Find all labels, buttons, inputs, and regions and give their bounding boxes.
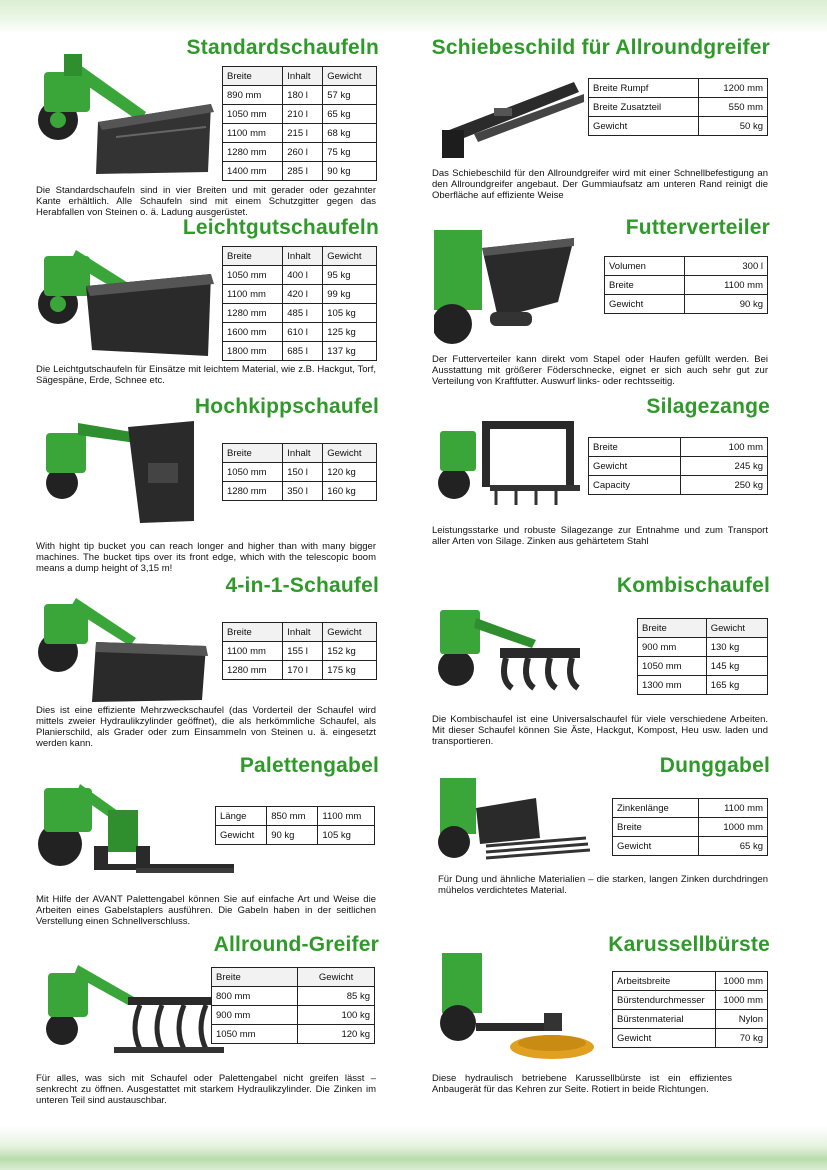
col-header: Gewicht bbox=[323, 247, 377, 266]
cell: 70 kg bbox=[716, 1029, 768, 1048]
col-header: Breite bbox=[223, 444, 283, 463]
section-description: Für alles, was sich mit Schaufel oder Palettengabel nicht greifen lässt – senkrecht zu öffnen. Ausgestattet mit starkem Hydraulikzylinder. Die Zinken im unteren Teil sind austauschbar. bbox=[36, 1073, 376, 1106]
col-header: Breite bbox=[212, 968, 298, 987]
section-description: Die Kombischaufel ist eine Universalschaufel für viele verschiedene Arbeiten. Mit dieser Schaufel können Sie Äste, Hackgut, Kompost, Heu usw. laden und transportieren. bbox=[432, 714, 768, 747]
section-title: Hochkippschaufel bbox=[194, 395, 379, 418]
feed-distributor-image bbox=[434, 230, 584, 354]
bottom-band bbox=[0, 1126, 827, 1170]
cell: 68 kg bbox=[323, 124, 377, 143]
section-description: Die Standardschaufeln sind in vier Breiten und mit gerader oder gezahnter Kante erhältlich. Alle Schaufeln sind mit einem Schutzgitter gegen das Herabfallen von Steinen o. ä. Ladung ausgerüstet. bbox=[36, 185, 376, 218]
section-futterverteiler bbox=[432, 216, 770, 394]
cell: 1050 mm bbox=[223, 105, 283, 124]
col-header: Inhalt bbox=[283, 247, 323, 266]
cell: Bürstendurchmesser bbox=[613, 991, 716, 1010]
section-dunggabel bbox=[432, 754, 770, 914]
cell: 105 kg bbox=[323, 304, 377, 323]
cell: 120 kg bbox=[298, 1025, 375, 1044]
col-header: Inhalt bbox=[283, 623, 323, 642]
cell: Nylon bbox=[716, 1010, 768, 1029]
rotary-brush-image bbox=[436, 943, 596, 1063]
push-blade-image bbox=[434, 72, 584, 162]
spec-table bbox=[637, 618, 768, 695]
cell: 1100 mm bbox=[684, 276, 767, 295]
cell: 95 kg bbox=[323, 266, 377, 285]
cell: 1280 mm bbox=[223, 661, 283, 680]
section-title: 4-in-1-Schaufel bbox=[225, 574, 379, 597]
cell: 65 kg bbox=[699, 837, 768, 856]
pallet-fork-image bbox=[36, 764, 236, 876]
cell: 1800 mm bbox=[223, 342, 283, 361]
cell: Arbeitsbreite bbox=[613, 972, 716, 991]
cell: 99 kg bbox=[323, 285, 377, 304]
section-hochkippschaufel bbox=[36, 395, 379, 575]
cell: 85 kg bbox=[298, 987, 375, 1006]
section-4-in-1-schaufel bbox=[36, 574, 379, 754]
section-description: Mit Hilfe der AVANT Palettengabel können Sie auf einfache Art und Weise die Arbeiten eines Gabelstaplers ausführen. Die Gabeln haben in der seitlichen Verstellung einen Schnellverschluss. bbox=[36, 894, 376, 927]
cell: 245 kg bbox=[681, 457, 768, 476]
spec-table bbox=[222, 66, 377, 181]
cell: Volumen bbox=[605, 257, 685, 276]
cell: 250 kg bbox=[681, 476, 768, 495]
section-title: Palettengabel bbox=[239, 754, 379, 777]
cell: Gewicht bbox=[605, 295, 685, 314]
cell: 1050 mm bbox=[223, 266, 283, 285]
col-header: Inhalt bbox=[283, 67, 323, 86]
cell: 215 l bbox=[283, 124, 323, 143]
cell: Breite bbox=[589, 438, 681, 457]
col-header: Breite bbox=[638, 619, 707, 638]
cell: Capacity bbox=[589, 476, 681, 495]
spec-table bbox=[588, 437, 768, 495]
section-title: Standardschaufeln bbox=[186, 36, 379, 59]
section-description: Leistungsstarke und robuste Silagezange zur Entnahme und zum Transport aller Arten von Silage. Zinken aus gehärtetem Stahl bbox=[432, 525, 768, 547]
section-description: Diese hydraulisch betriebene Karussellbürste ist ein effizientes Anbaugerät für das Kehren zur Seite. Rotiert in beide Richtungen. bbox=[432, 1073, 732, 1095]
section-standardschaufeln bbox=[36, 36, 379, 216]
cell: 1100 mm bbox=[223, 285, 283, 304]
section-karussellbuerste bbox=[432, 933, 770, 1103]
spec-table bbox=[588, 78, 768, 136]
section-title: Allround-Greifer bbox=[213, 933, 379, 956]
cell: 65 kg bbox=[323, 105, 377, 124]
section-kombischaufel bbox=[432, 574, 770, 752]
cell: 210 l bbox=[283, 105, 323, 124]
cell: 610 l bbox=[283, 323, 323, 342]
cell: 1200 mm bbox=[698, 79, 767, 98]
cell: 1280 mm bbox=[223, 143, 283, 162]
cell: 1050 mm bbox=[638, 657, 707, 676]
top-band bbox=[0, 0, 827, 34]
cell: Gewicht bbox=[216, 826, 267, 845]
section-title: Kombischaufel bbox=[616, 574, 770, 597]
cell: Gewicht bbox=[589, 117, 699, 136]
cell: 350 l bbox=[283, 482, 323, 501]
cell: 685 l bbox=[283, 342, 323, 361]
spec-table bbox=[211, 967, 375, 1044]
manure-fork-image bbox=[436, 768, 596, 868]
cell: 1000 mm bbox=[716, 991, 768, 1010]
section-title: Karussellbürste bbox=[608, 933, 770, 956]
allround-grab-image bbox=[44, 943, 234, 1059]
cell: 152 kg bbox=[323, 642, 377, 661]
cell: Bürstenmaterial bbox=[613, 1010, 716, 1029]
cell: 850 mm bbox=[267, 807, 318, 826]
cell: Breite bbox=[605, 276, 685, 295]
cell: 1100 mm bbox=[223, 642, 283, 661]
spec-table bbox=[222, 246, 377, 361]
cell: 160 kg bbox=[323, 482, 377, 501]
section-description: Für Dung und ähnliche Materialien – die starken, langen Zinken durchdringen mühelos verdichtetes Material. bbox=[438, 874, 768, 896]
spec-table bbox=[222, 622, 377, 680]
section-description: Die Leichtgutschaufeln für Einsätze mit leichtem Material, wie z.B. Hackgut, Torf, Sägespäne, Erde, Schnee etc. bbox=[36, 364, 376, 386]
cell: 120 kg bbox=[323, 463, 377, 482]
cell: Breite Zusatzteil bbox=[589, 98, 699, 117]
cell: 485 l bbox=[283, 304, 323, 323]
cell: 90 kg bbox=[684, 295, 767, 314]
section-title: Leichtgutschaufeln bbox=[182, 216, 379, 239]
section-title: Futterverteiler bbox=[625, 216, 770, 239]
cell: 125 kg bbox=[323, 323, 377, 342]
cell: Breite Rumpf bbox=[589, 79, 699, 98]
cell: 1280 mm bbox=[223, 304, 283, 323]
col-header: Breite bbox=[223, 247, 283, 266]
section-title: Schiebeschild für Allroundgreifer bbox=[431, 36, 770, 59]
cell: 1300 mm bbox=[638, 676, 707, 695]
section-palettengabel bbox=[36, 754, 379, 934]
cell: 1100 mm bbox=[318, 807, 375, 826]
cell: 1280 mm bbox=[223, 482, 283, 501]
standard-bucket-image bbox=[36, 42, 216, 184]
section-leichtgutschaufeln bbox=[36, 216, 379, 394]
cell: 1000 mm bbox=[716, 972, 768, 991]
spec-table bbox=[604, 256, 768, 314]
silage-grab-image bbox=[436, 407, 586, 509]
cell: 180 l bbox=[283, 86, 323, 105]
cell: 130 kg bbox=[706, 638, 767, 657]
section-title: Dunggabel bbox=[659, 754, 770, 777]
cell: 170 l bbox=[283, 661, 323, 680]
cell: 155 l bbox=[283, 642, 323, 661]
col-header: Gewicht bbox=[323, 444, 377, 463]
spec-table bbox=[612, 971, 768, 1048]
cell: 260 l bbox=[283, 143, 323, 162]
section-description: With hight tip bucket you can reach longer and higher than with many bigger machines. The bucket tips over its front edge, which with the telescopic boom means a dump height of 3,15 m! bbox=[36, 541, 376, 574]
cell: 105 kg bbox=[318, 826, 375, 845]
cell: 1050 mm bbox=[212, 1025, 298, 1044]
cell: 57 kg bbox=[323, 86, 377, 105]
section-title: Silagezange bbox=[646, 395, 770, 418]
section-schiebeschild bbox=[432, 36, 770, 206]
cell: Gewicht bbox=[589, 457, 681, 476]
col-header: Breite bbox=[223, 67, 283, 86]
cell: Breite bbox=[613, 818, 699, 837]
col-header: Gewicht bbox=[298, 968, 375, 987]
cell: 150 l bbox=[283, 463, 323, 482]
cell: 75 kg bbox=[323, 143, 377, 162]
cell: 400 l bbox=[283, 266, 323, 285]
spec-table bbox=[222, 443, 377, 501]
cell: 50 kg bbox=[698, 117, 767, 136]
cell: 550 mm bbox=[698, 98, 767, 117]
col-header: Inhalt bbox=[283, 444, 323, 463]
cell: 1050 mm bbox=[223, 463, 283, 482]
light-material-bucket-image bbox=[36, 226, 216, 366]
col-header: Gewicht bbox=[323, 67, 377, 86]
cell: 137 kg bbox=[323, 342, 377, 361]
col-header: Gewicht bbox=[323, 623, 377, 642]
cell: 1400 mm bbox=[223, 162, 283, 181]
cell: 165 kg bbox=[706, 676, 767, 695]
cell: Zinkenlänge bbox=[613, 799, 699, 818]
section-silagezange bbox=[432, 395, 770, 555]
cell: Gewicht bbox=[613, 1029, 716, 1048]
cell: Länge bbox=[216, 807, 267, 826]
cell: 900 mm bbox=[212, 1006, 298, 1025]
cell: Gewicht bbox=[613, 837, 699, 856]
cell: 900 mm bbox=[638, 638, 707, 657]
cell: 90 kg bbox=[267, 826, 318, 845]
col-header: Breite bbox=[223, 623, 283, 642]
section-description: Das Schiebeschild für den Allroundgreifer wird mit einer Schnellbefestigung an den Allroundgreifer angebaut. Der Gummiaufsatz am unteren Rand reinigt die Oberfläche auf effiziente Weise bbox=[432, 168, 768, 201]
cell: 300 l bbox=[684, 257, 767, 276]
cell: 800 mm bbox=[212, 987, 298, 1006]
col-header: Gewicht bbox=[706, 619, 767, 638]
section-allround-greifer bbox=[36, 933, 379, 1113]
cell: 1600 mm bbox=[223, 323, 283, 342]
cell: 145 kg bbox=[706, 657, 767, 676]
cell: 890 mm bbox=[223, 86, 283, 105]
high-tip-bucket-image bbox=[44, 403, 219, 529]
section-description: Der Futterverteiler kann direkt vom Stapel oder Haufen gefüllt werden. Bei Ausstattung mit größerer Föderschnecke, eignet er sich auch sehr gut zur Verteilung von Kraftfutter. Auswurf links- oder rechtsseitig. bbox=[432, 354, 768, 387]
spec-table bbox=[215, 806, 375, 845]
cell: 90 kg bbox=[323, 162, 377, 181]
cell: 100 mm bbox=[681, 438, 768, 457]
cell: 100 kg bbox=[298, 1006, 375, 1025]
combi-bucket-image bbox=[436, 588, 596, 698]
section-description: Dies ist eine effiziente Mehrzweckschaufel (das Vorderteil der Schaufel wird mittels zweier Hydraulikzylinder geöffnet), die als herkömmliche Schaufel, als Planierschild, als Grader oder zum Einsammeln von Steinen u. ä. eingesetzt werden kann. bbox=[36, 705, 376, 749]
cell: 420 l bbox=[283, 285, 323, 304]
cell: 285 l bbox=[283, 162, 323, 181]
cell: 1000 mm bbox=[699, 818, 768, 837]
spec-table bbox=[612, 798, 768, 856]
cell: 175 kg bbox=[323, 661, 377, 680]
cell: 1100 mm bbox=[223, 124, 283, 143]
cell: 1100 mm bbox=[699, 799, 768, 818]
four-in-one-bucket-image bbox=[36, 582, 216, 710]
